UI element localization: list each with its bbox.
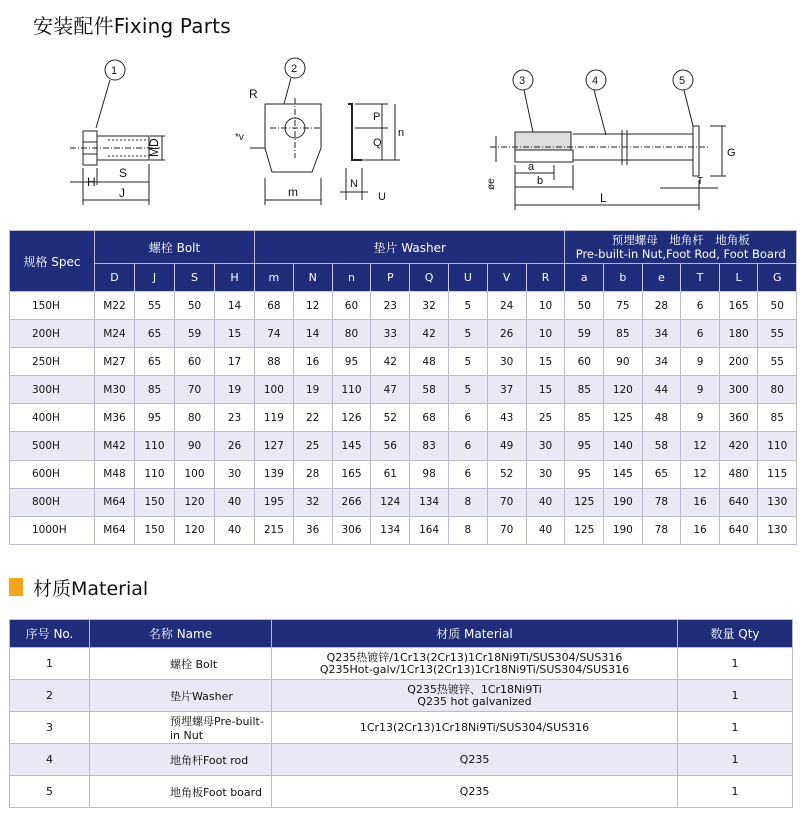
fixing-parts-drawings [0,40,800,230]
column-header: a [565,264,604,292]
header-name: 名称 Name [90,620,272,648]
value-cell: 17 [215,348,255,376]
value-cell: 70 [487,516,526,544]
value-cell: 5 [448,292,487,320]
label-P: P [373,111,381,123]
value-cell: 95 [135,404,175,432]
value-cell: 6 [448,460,487,488]
header-prebuilt-cn: 预埋螺母 地角杆 地角板 [611,233,750,247]
header-bolt: 螺栓 Bolt [95,231,255,264]
label-S: S [119,166,128,180]
value-cell: 52 [371,404,410,432]
header-material: 材质 Material [272,620,678,648]
value-cell: M64 [95,488,135,516]
spec-cell: 400H [10,404,95,432]
spec-cell: 250H [10,348,95,376]
value-cell: 44 [642,376,681,404]
value-cell: 50 [565,292,604,320]
material-line: Q235热镀锌、1Cr18Ni9Ti [407,682,542,696]
value-cell: 6 [448,432,487,460]
name-cell: 垫片Washer [90,680,272,712]
value-cell: 8 [448,516,487,544]
qty-cell: 1 [678,712,793,744]
column-header: H [215,264,255,292]
value-cell: 9 [681,404,720,432]
column-header: b [604,264,643,292]
column-header: R [526,264,565,292]
qty-cell: 1 [678,680,793,712]
value-cell: 120 [175,516,215,544]
value-cell: 15 [526,348,565,376]
value-cell: 165 [719,292,758,320]
value-cell: 150 [135,488,175,516]
value-cell: 78 [642,516,681,544]
value-cell: 190 [604,488,643,516]
value-cell: 164 [410,516,449,544]
value-cell: 110 [135,432,175,460]
value-cell: 49 [487,432,526,460]
value-cell: 85 [565,376,604,404]
value-cell: 30 [526,432,565,460]
value-cell: 640 [719,516,758,544]
no-cell: 4 [10,744,90,776]
table-row [10,320,797,348]
value-cell: M64 [95,516,135,544]
value-cell: 25 [293,432,332,460]
value-cell: 50 [175,292,215,320]
value-cell: 34 [642,320,681,348]
column-header: P [371,264,410,292]
table-row [10,516,797,544]
label-U: U [378,191,386,203]
spec-cell: 800H [10,488,95,516]
value-cell: 110 [758,432,797,460]
no-cell: 5 [10,776,90,808]
material-cell [272,744,678,776]
label-N: N [350,178,358,190]
value-cell: 6 [681,292,720,320]
material-cell [272,680,678,712]
value-cell: 124 [371,488,410,516]
table-row [10,648,793,680]
value-cell: 60 [565,348,604,376]
value-cell: 47 [371,376,410,404]
value-cell: 16 [681,516,720,544]
label-J: J [119,186,125,200]
value-cell: 195 [255,488,294,516]
value-cell: 125 [604,404,643,432]
value-cell: 180 [719,320,758,348]
value-cell: 28 [293,460,332,488]
value-cell: 85 [758,404,797,432]
value-cell: 145 [604,460,643,488]
value-cell: 85 [604,320,643,348]
value-cell: 30 [215,460,255,488]
label-e: øe [486,178,497,190]
value-cell: 70 [487,488,526,516]
value-cell: 126 [332,404,371,432]
value-cell: 15 [526,376,565,404]
callout-1: 1 [111,65,118,77]
no-cell: 1 [10,648,90,680]
table-row [10,776,793,808]
material-line: Q235 [459,784,490,798]
label-v: *v [235,132,244,143]
table-row [10,712,793,744]
header-no: 序号 No. [10,620,90,648]
value-cell: 16 [681,488,720,516]
value-cell: 75 [604,292,643,320]
value-cell: 19 [293,376,332,404]
column-header: m [255,264,294,292]
table-row [10,292,797,320]
qty-cell: 1 [678,744,793,776]
value-cell: 28 [642,292,681,320]
section-marker [9,578,23,596]
value-cell: 110 [332,376,371,404]
material-cell [272,648,678,680]
value-cell: 42 [371,348,410,376]
header-washer: 垫片 Washer [255,231,565,264]
value-cell: 120 [604,376,643,404]
label-n: n [398,127,405,139]
value-cell: 88 [255,348,294,376]
value-cell: 26 [215,432,255,460]
value-cell: 33 [371,320,410,348]
value-cell: 19 [215,376,255,404]
page-title: 安装配件Fixing Parts [33,14,231,38]
table-row [10,488,797,516]
name-cell: 预埋螺母Pre-built-in Nut [90,712,272,744]
column-header: G [758,264,797,292]
column-header: n [332,264,371,292]
value-cell: 78 [642,488,681,516]
value-cell: 9 [681,348,720,376]
value-cell: 42 [410,320,449,348]
value-cell: 58 [642,432,681,460]
value-cell: 115 [758,460,797,488]
value-cell: 5 [448,376,487,404]
value-cell: 65 [135,320,175,348]
value-cell: 9 [681,376,720,404]
no-cell: 2 [10,680,90,712]
value-cell: 40 [215,488,255,516]
value-cell: 37 [487,376,526,404]
value-cell: 70 [175,376,215,404]
value-cell: 80 [332,320,371,348]
label-a: a [528,161,535,173]
value-cell: 100 [175,460,215,488]
value-cell: 52 [487,460,526,488]
label-R: R [249,87,258,101]
value-cell: 480 [719,460,758,488]
callout-3: 3 [519,75,526,87]
value-cell: M48 [95,460,135,488]
value-cell: 145 [332,432,371,460]
callout-4: 4 [592,75,599,87]
value-cell: 134 [371,516,410,544]
value-cell: 130 [758,488,797,516]
no-cell: 3 [10,712,90,744]
value-cell: 48 [642,404,681,432]
column-header: N [293,264,332,292]
value-cell: M22 [95,292,135,320]
value-cell: 30 [526,460,565,488]
column-header: U [448,264,487,292]
value-cell: 10 [526,292,565,320]
column-header: J [135,264,175,292]
value-cell: 420 [719,432,758,460]
value-cell: 5 [448,348,487,376]
value-cell: 59 [175,320,215,348]
material-cell [272,712,678,744]
value-cell: 55 [758,348,797,376]
value-cell: 90 [604,348,643,376]
column-header: L [719,264,758,292]
value-cell: 14 [293,320,332,348]
value-cell: 40 [526,516,565,544]
material-cell [272,776,678,808]
value-cell: 200 [719,348,758,376]
value-cell: 14 [215,292,255,320]
label-T: T [697,176,704,187]
value-cell: 119 [255,404,294,432]
material-line: Q235 hot galvanized [417,694,532,708]
spec-cell: 600H [10,460,95,488]
value-cell: 65 [642,460,681,488]
value-cell: 215 [255,516,294,544]
value-cell: 640 [719,488,758,516]
material-line: 1Cr13(2Cr13)1Cr18Ni9Ti/SUS304/SUS316 [359,720,590,734]
header-qty: 数量 Qty [678,620,793,648]
value-cell: 40 [215,516,255,544]
value-cell: 100 [255,376,294,404]
value-cell: 95 [332,348,371,376]
material-line: Q235 [459,752,490,766]
table-row [10,432,797,460]
label-H: H [87,175,96,189]
value-cell: 98 [410,460,449,488]
label-b: b [537,175,544,187]
value-cell: 60 [175,348,215,376]
value-cell: 127 [255,432,294,460]
material-line: Q235热镀锌/1Cr13(2Cr13)1Cr18Ni9Ti/SUS304/SUS316 [326,650,623,664]
value-cell: 120 [175,488,215,516]
value-cell: 125 [565,488,604,516]
value-cell: 6 [681,320,720,348]
value-cell: 139 [255,460,294,488]
value-cell: 80 [758,376,797,404]
value-cell: 24 [487,292,526,320]
column-header: T [681,264,720,292]
column-header: D [95,264,135,292]
value-cell: 56 [371,432,410,460]
value-cell: 40 [526,488,565,516]
value-cell: 12 [681,432,720,460]
value-cell: 50 [758,292,797,320]
value-cell: 12 [681,460,720,488]
value-cell: 125 [565,516,604,544]
value-cell: 32 [410,292,449,320]
header-prebuilt-en: Pre-built-in Nut,Foot Rod, Foot Board [575,247,786,261]
value-cell: 55 [135,292,175,320]
name-cell: 地角杆Foot rod [90,744,272,776]
value-cell: 30 [487,348,526,376]
table-row [10,348,797,376]
value-cell: M27 [95,348,135,376]
value-cell: 134 [410,488,449,516]
value-cell: 23 [371,292,410,320]
callout-5: 5 [679,75,686,87]
value-cell: M36 [95,404,135,432]
value-cell: 85 [565,404,604,432]
value-cell: 74 [255,320,294,348]
table-row [10,460,797,488]
value-cell: 110 [135,460,175,488]
column-header: Q [410,264,449,292]
value-cell: 65 [135,348,175,376]
label-Q: Q [373,137,382,149]
value-cell: 32 [293,488,332,516]
spec-cell: 150H [10,292,95,320]
header-spec: 规格 Spec [10,231,95,292]
value-cell: 22 [293,404,332,432]
value-cell: 8 [448,488,487,516]
value-cell: 36 [293,516,332,544]
value-cell: 26 [487,320,526,348]
value-cell: 68 [410,404,449,432]
material-table [9,619,793,808]
value-cell: 80 [175,404,215,432]
value-cell: 68 [255,292,294,320]
spec-cell: 300H [10,376,95,404]
value-cell: 95 [565,432,604,460]
value-cell: 12 [293,292,332,320]
value-cell: M30 [95,376,135,404]
value-cell: 360 [719,404,758,432]
value-cell: 25 [526,404,565,432]
column-header: S [175,264,215,292]
table-row [10,404,797,432]
column-header: e [642,264,681,292]
table-row [10,744,793,776]
value-cell: 5 [448,320,487,348]
value-cell: 300 [719,376,758,404]
spec-table [9,230,797,545]
table-row [10,680,793,712]
value-cell: 58 [410,376,449,404]
qty-cell: 1 [678,648,793,680]
value-cell: 34 [642,348,681,376]
label-MD: MD [147,138,161,157]
value-cell: M42 [95,432,135,460]
callout-2: 2 [291,63,298,75]
name-cell: 地角板Foot board [90,776,272,808]
value-cell: 43 [487,404,526,432]
table-row [10,376,797,404]
spec-cell: 200H [10,320,95,348]
material-line: Q235Hot-galv/1Cr13(2Cr13)1Cr18Ni9Ti/SUS304/SUS316 [319,662,630,676]
value-cell: 130 [758,516,797,544]
value-cell: 55 [758,320,797,348]
qty-cell: 1 [678,776,793,808]
value-cell: 266 [332,488,371,516]
value-cell: M24 [95,320,135,348]
value-cell: 61 [371,460,410,488]
label-L: L [600,191,607,205]
value-cell: 23 [215,404,255,432]
column-header: V [487,264,526,292]
value-cell: 190 [604,516,643,544]
value-cell: 59 [565,320,604,348]
value-cell: 10 [526,320,565,348]
material-section-heading [9,575,148,599]
spec-cell: 500H [10,432,95,460]
label-G: G [727,147,736,159]
value-cell: 150 [135,516,175,544]
value-cell: 165 [332,460,371,488]
header-prebuilt [565,231,797,264]
value-cell: 95 [565,460,604,488]
value-cell: 48 [410,348,449,376]
name-cell: 螺栓 Bolt [90,648,272,680]
value-cell: 306 [332,516,371,544]
value-cell: 140 [604,432,643,460]
value-cell: 15 [215,320,255,348]
value-cell: 60 [332,292,371,320]
spec-cell: 1000H [10,516,95,544]
value-cell: 83 [410,432,449,460]
value-cell: 85 [135,376,175,404]
value-cell: 16 [293,348,332,376]
label-m: m [288,185,298,199]
material-title: 材质Material [33,577,149,600]
value-cell: 6 [448,404,487,432]
value-cell: 90 [175,432,215,460]
